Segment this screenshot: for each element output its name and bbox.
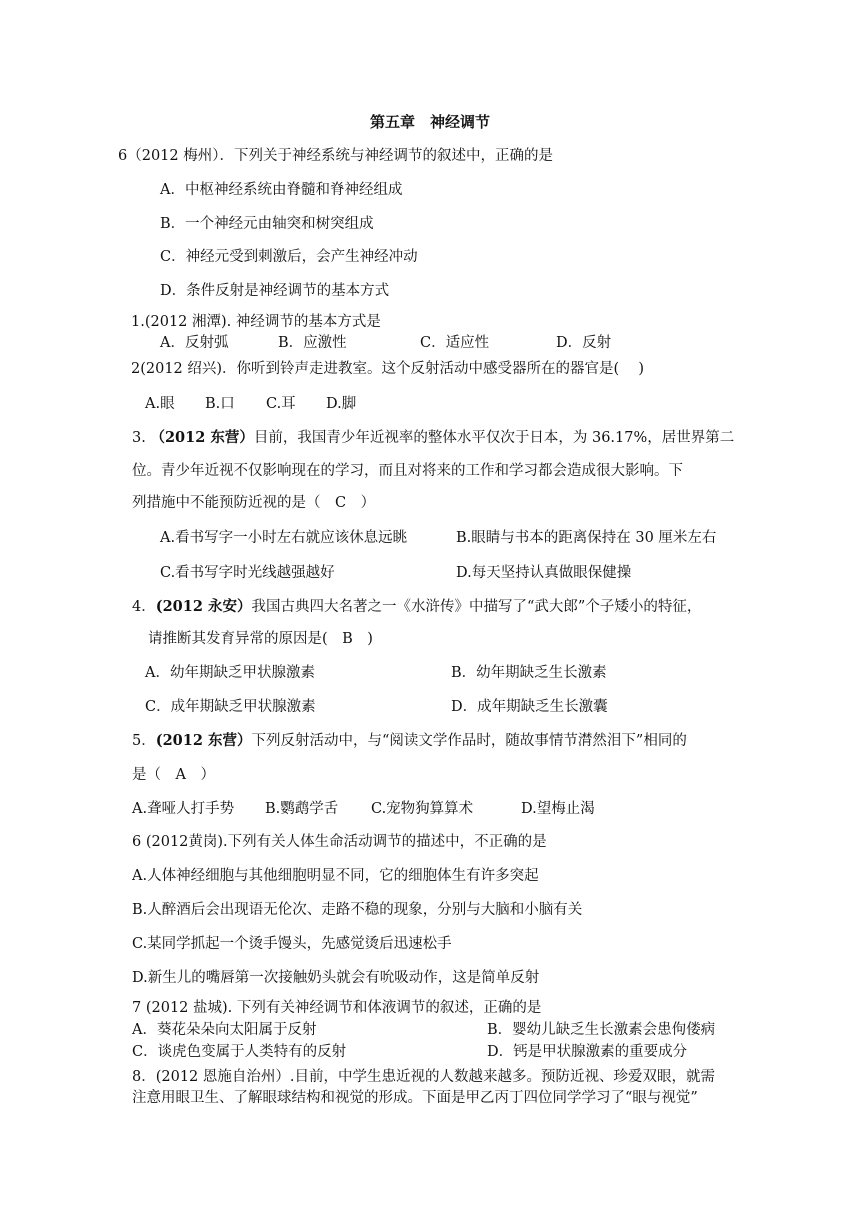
question-stem: 6（2012 梅州）．下列关于神经系统与神经调节的叙述中，正确的是 <box>118 148 553 164</box>
option: D.新生儿的嘴唇第一次接触奶头就会有吮吸动作，这是简单反射 <box>132 970 540 986</box>
option: A.眼 <box>145 396 175 412</box>
question-number: 4． <box>132 599 156 615</box>
option: C.看书写字时光线越强越好 <box>160 565 335 581</box>
question-line: 注意用眼卫生、了解眼球结构和视觉的形成。下面是甲乙丙丁四位同学学习了“眼与视觉” <box>132 1090 698 1106</box>
question-line: 请推断其发育异常的原因是( B ) <box>148 631 373 647</box>
question-stem: 2(2012 绍兴)．你听到铃声走进教室。这个反射活动中感受器所在的器官是( ) <box>131 361 644 377</box>
option: B．婴幼儿缺乏生长激素会患佝偻病 <box>487 1022 716 1038</box>
question-number: 3. <box>132 430 146 446</box>
option: D．条件反射是神经调节的基本方式 <box>160 283 390 299</box>
option: B．一个神经元由轴突和树突组成 <box>160 216 374 232</box>
option: A.看书写字一小时左右就应该休息远眺 <box>160 530 408 546</box>
question-line: 是（ A ） <box>132 767 215 783</box>
question-line <box>132 731 687 751</box>
option: D．钙是甲状腺激素的重要成分 <box>487 1044 688 1060</box>
question-text: 我国古典四大名著之一《水浒传》中描写了“武大郎”个子矮小的特征， <box>251 599 702 615</box>
option: B.鹦鹉学舌 <box>265 801 339 817</box>
option: C.耳 <box>266 396 296 412</box>
question-source: （2012 东营） <box>150 429 254 446</box>
option: A．反射弧 <box>160 335 229 351</box>
question-stem: 7 (2012 盐城). 下列有关神经调节和体液调节的叙述，正确的是 <box>132 1000 542 1016</box>
option: C．成年期缺乏甲状腺激素 <box>145 699 316 715</box>
question-source: (2012 永安） <box>155 598 252 615</box>
question-text: 下列反射活动中，与“阅读文学作品时，随故事情节潸然泪下”相同的 <box>251 733 687 749</box>
option: C．谈虎色变属于人类特有的反射 <box>132 1044 347 1060</box>
option: C．适应性 <box>420 335 490 351</box>
question-stem: 6 (2012黄岗).下列有关人体生命活动调节的描述中，不正确的是 <box>132 834 547 850</box>
question-source: (2012 东营） <box>155 732 252 749</box>
option: A.人体神经细胞与其他细胞明显不同，它的细胞体生有许多突起 <box>132 868 539 884</box>
option: D.望梅止渴 <box>521 801 595 817</box>
option: D．反射 <box>556 335 612 351</box>
option: B.眼睛与书本的距离保持在 30 厘米左右 <box>456 530 717 546</box>
option: C.某同学抓起一个烫手馒头，先感觉烫后迅速松手 <box>132 936 452 952</box>
option: B.人醉酒后会出现语无伦次、走路不稳的现象，分别与大脑和小脑有关 <box>132 902 583 918</box>
option: C.宠物狗算算术 <box>371 801 474 817</box>
question-line: 位。青少年近视不仅影响现在的学习，而且对将来的工作和学习都会造成很大影响。下 <box>132 463 683 479</box>
question-line: 8．(2012 恩施自治州）.目前，中学生患近视的人数越来越多。预防近视、珍爱双眼，就需 <box>132 1069 715 1085</box>
chapter-title: 第五章 神经调节 <box>370 113 491 131</box>
question-number: 5． <box>132 733 156 749</box>
question-text: 目前，我国青少年近视率的整体水平仅次于日本，为 36.17%，居世界第二 <box>253 430 735 446</box>
option: D．成年期缺乏生长激囊 <box>451 699 608 715</box>
option: B．幼年期缺乏生长激素 <box>451 665 607 681</box>
option: A．幼年期缺乏甲状腺激素 <box>145 665 315 681</box>
option: A.聋哑人打手势 <box>132 801 235 817</box>
option: A．葵花朵朵向太阳属于反射 <box>132 1022 317 1038</box>
question-stem: 1.(2012 湘潭). 神经调节的基本方式是 <box>131 314 381 330</box>
option: B.口 <box>205 396 235 412</box>
question-line <box>132 428 734 448</box>
option: D.每天坚持认真做眼保健操 <box>456 565 632 581</box>
option: D.脚 <box>326 396 357 412</box>
option: C．神经元受到刺激后，会产生神经冲动 <box>160 249 418 265</box>
option: B．应激性 <box>278 335 347 351</box>
question-line: 列措施中不能预防近视的是（ C ） <box>132 495 376 511</box>
question-line <box>132 597 701 617</box>
option: A．中枢神经系统由脊髓和脊神经组成 <box>160 182 403 198</box>
